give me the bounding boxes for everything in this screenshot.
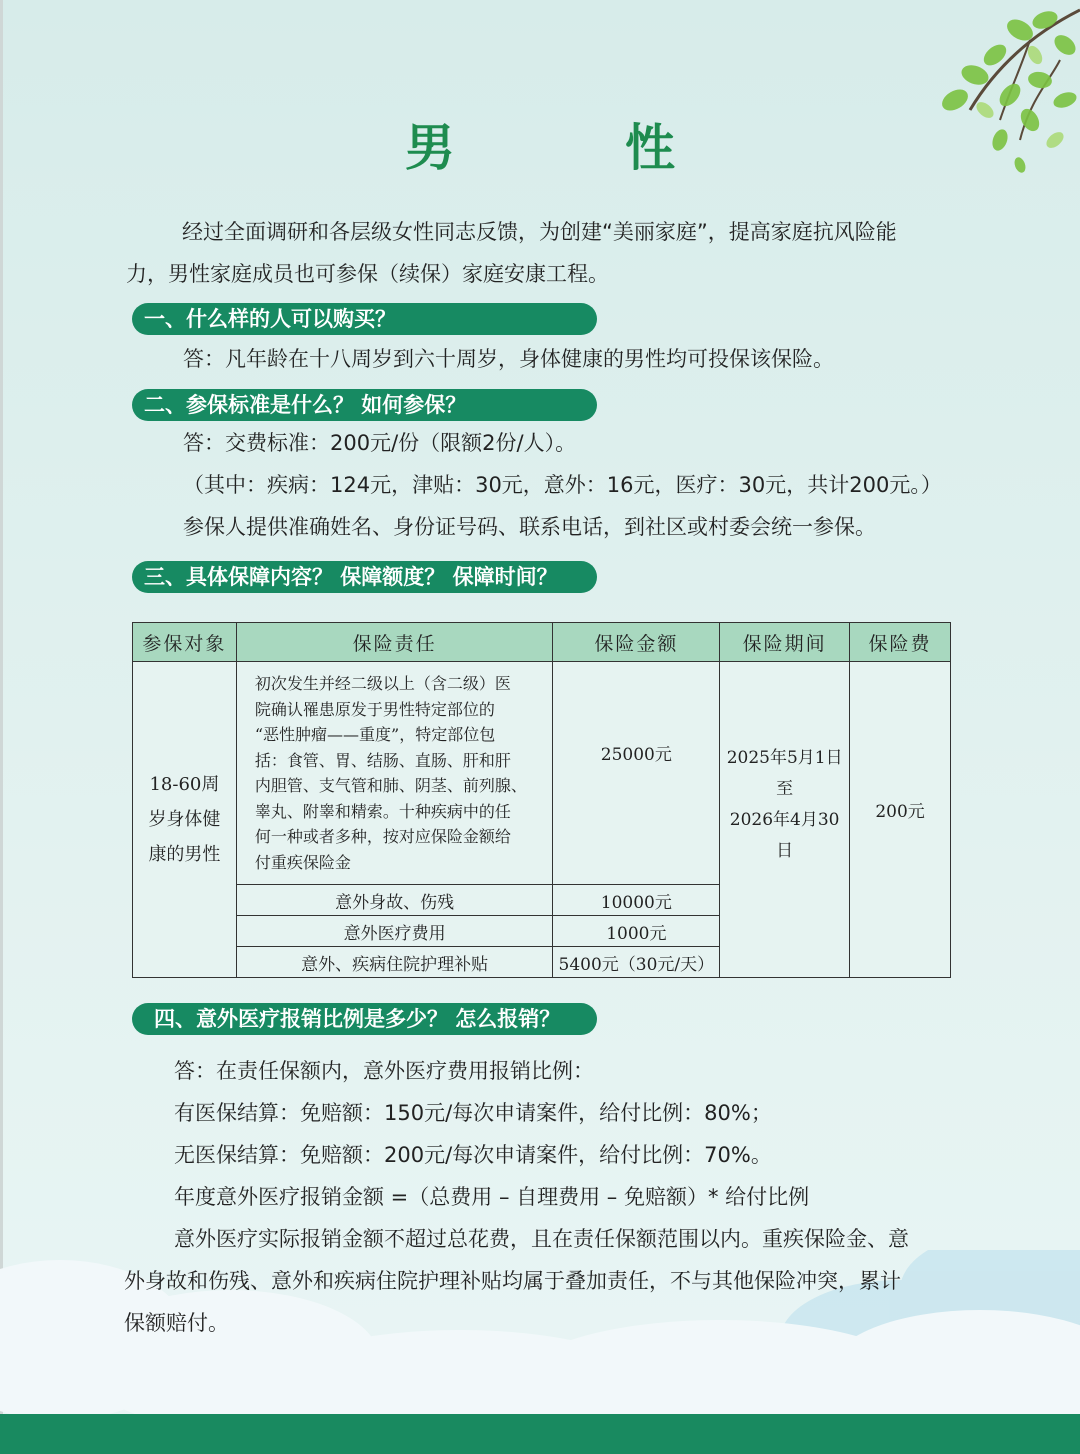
duty-line: 括：食管、胃、结肠、直肠、肝和肝 — [254, 750, 511, 770]
section-4-line-3: 无医保结算：免赔额：200元/每次申请案件，给付比例：70%。 — [174, 1143, 772, 1167]
duty-line: 睾丸、附睾和精索。十种疾病中的任 — [254, 801, 511, 821]
duty-line: 内胆管、支气管和肺、阴茎、前列腺、 — [254, 776, 527, 795]
section-4-title: 四、意外医疗报销比例是多少？ 怎么报销？ — [154, 1007, 561, 1031]
header-period: 保险期间 — [720, 623, 850, 662]
duty-line: 院确认罹患原发于男性特定部位的 — [254, 699, 495, 719]
closing-paragraph — [124, 1218, 1024, 1344]
section-1-heading — [132, 303, 396, 335]
period-to: 至 — [776, 778, 794, 799]
insured-object-cell — [133, 662, 237, 978]
premium-cell: 200元 — [850, 662, 951, 978]
header-amount: 保险金额 — [553, 623, 720, 662]
header-premium: 保险费 — [850, 623, 951, 662]
duty-cell: 意外、疾病住院护理补贴 — [236, 947, 553, 978]
coverage-table — [132, 622, 951, 978]
header-object: 参保对象 — [133, 623, 237, 662]
section-2-line-1: 答：交费标准：200元/份（限额2份/人）。 — [183, 431, 577, 455]
intro-line-2: 力，男性家庭成员也可参保（续保）家庭安康工程。 — [126, 262, 609, 286]
closing-line-3: 保额赔付。 — [124, 1311, 229, 1335]
section-3-title: 三、具体保障内容？ 保障额度？ 保障时间？ — [144, 565, 558, 589]
amount-cell: 10000元 — [553, 885, 720, 916]
duty-line: 付重疾保险金 — [254, 852, 351, 872]
section-2-line-3: 参保人提供准确姓名、身份证号码、联系电话，到社区或村委会统一参保。 — [183, 515, 876, 539]
section-4-line-1: 答：在责任保额内，意外医疗费用报销比例： — [174, 1059, 594, 1083]
table-row — [133, 662, 951, 885]
amount-cell: 5400元（30元/天） — [553, 947, 720, 978]
period-cell — [720, 662, 850, 978]
duty-cell: 意外医疗费用 — [236, 916, 553, 947]
period-start: 2025年5月1日 — [726, 747, 843, 768]
section-4-line-2: 有医保结算：免赔额：150元/每次申请案件，给付比例：80%； — [174, 1101, 772, 1125]
section-1-title: 一、什么样的人可以购买？ — [144, 307, 396, 331]
closing-line-1: 意外医疗实际报销金额不超过总花费，且在责任保额范围以内。重疾保险金、意 — [174, 1227, 909, 1251]
section-4-heading — [132, 1003, 560, 1035]
amount-cell: 25000元 — [553, 662, 720, 885]
section-4-line-4: 年度意外医疗报销金额 =（总费用 – 自理费用 – 免赔额）* 给付比例 — [174, 1185, 810, 1209]
intro-line-1: 经过全面调研和各层级女性同志反馈，为创建“美丽家庭”，提高家庭抗风险能 — [182, 220, 897, 244]
section-2-line-2: （其中：疾病：124元，津贴：30元，意外：16元，医疗：30元，共计200元。） — [183, 473, 942, 497]
object-line: 18-60周 — [149, 774, 220, 795]
header-duty: 保险责任 — [236, 623, 553, 662]
section-2-title: 二、参保标准是什么？ 如何参保？ — [144, 393, 467, 417]
object-line: 康的男性 — [148, 844, 221, 865]
closing-line-2: 外身故和伤残、意外和疾病住院护理补贴均属于叠加责任，不与其他保险冲突，累计 — [124, 1269, 901, 1293]
page-title: 男 性 — [405, 119, 735, 177]
section-1-body — [183, 338, 983, 380]
amount-cell: 1000元 — [553, 916, 720, 947]
section-3-heading — [132, 561, 558, 593]
section-1-line-1: 答：凡年龄在十八周岁到六十周岁，身体健康的男性均可投保该保险。 — [183, 347, 834, 371]
critical-illness-duty-cell — [236, 662, 553, 885]
period-end: 2026年4月30日 — [729, 809, 840, 861]
duty-cell: 意外身故、伤残 — [236, 885, 553, 916]
bottom-bar — [0, 1414, 1080, 1454]
section-4-body — [174, 1050, 994, 1218]
table-header-row — [133, 623, 951, 662]
section-2-heading — [132, 389, 466, 421]
duty-line: 何一种或者多种，按对应保险金额给 — [254, 827, 511, 846]
duty-line: “恶性肿瘤——重度”，特定部位包 — [254, 725, 496, 744]
duty-line: 初次发生并经二级以上（含二级）医 — [254, 674, 511, 693]
object-line: 岁身体健 — [148, 809, 221, 830]
left-border — [0, 0, 3, 1454]
section-2-body — [183, 422, 1003, 548]
intro-paragraph — [126, 211, 996, 295]
